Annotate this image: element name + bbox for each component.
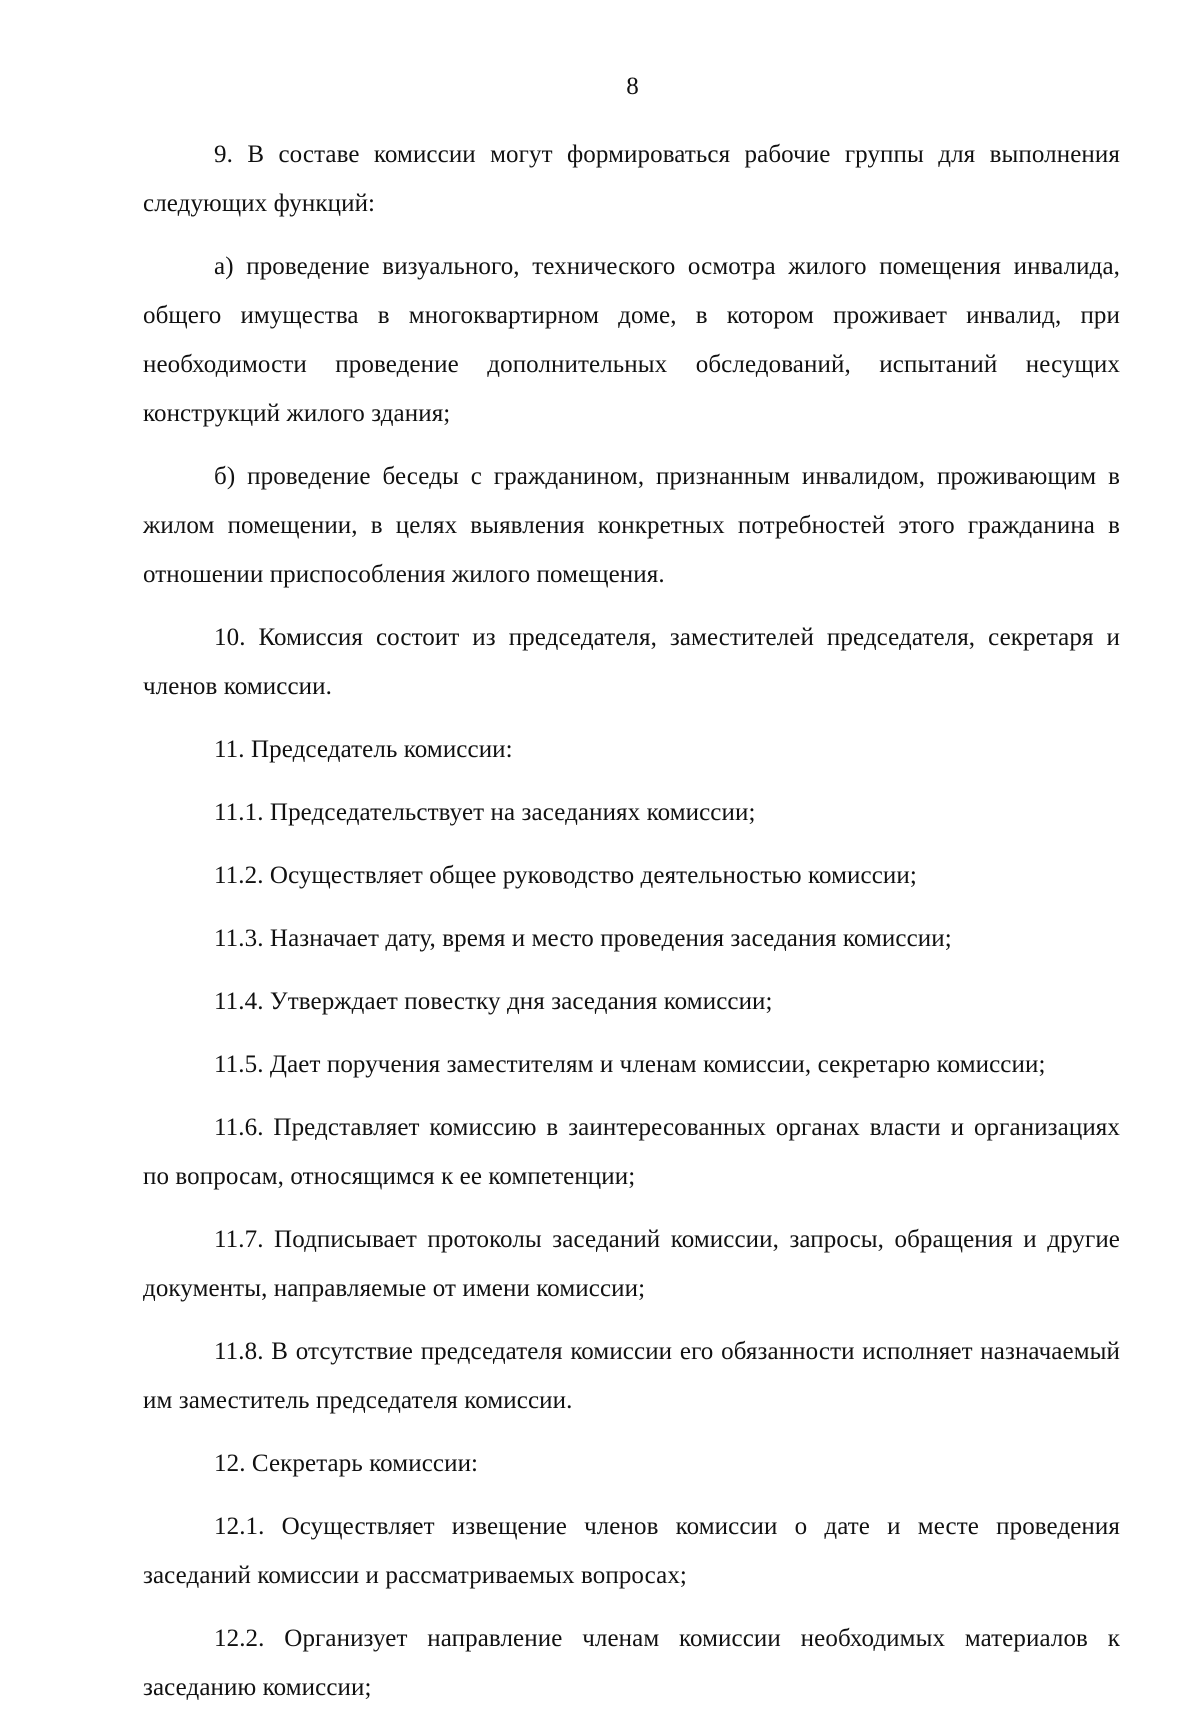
paragraph-12-2: 12.2. Организует направление членам комиссии необходимых материалов к заседанию комиссии; — [143, 1625, 1120, 1701]
paragraph-11-4: 11.4. Утверждает повестку дня заседания комиссии; — [214, 988, 773, 1015]
paragraph-11-7: 11.7. Подписывает протоколы заседаний комиссии, запросы, обращения и другие документы, направляемые от имени комиссии; — [143, 1226, 1120, 1302]
paragraph-9: 9. В составе комиссии могут формироваться рабочие группы для выполнения следующих функций: — [143, 141, 1120, 217]
paragraph-11-3: 11.3. Назначает дату, время и место проведения заседания комиссии; — [214, 925, 952, 952]
paragraph-12: 12. Секретарь комиссии: — [214, 1450, 479, 1477]
paragraph-11-6: 11.6. Представляет комиссию в заинтересованных органах власти и организациях по вопросам, относящимся к ее компетенции; — [143, 1114, 1120, 1190]
paragraph-11-2: 11.2. Осуществляет общее руководство деятельностью комиссии; — [214, 862, 917, 889]
paragraph-11-1: 11.1. Председательствует на заседаниях комиссии; — [214, 799, 756, 826]
paragraph-12-1: 12.1. Осуществляет извещение членов комиссии о дате и месте проведения заседаний комиссии и рассматриваемых вопросах; — [143, 1513, 1120, 1589]
paragraph-11-5: 11.5. Дает поручения заместителям и членам комиссии, секретарю комиссии; — [214, 1051, 1046, 1078]
paragraph-10: 10. Комиссия состоит из председателя, заместителей председателя, секретаря и членов комиссии. — [143, 624, 1120, 700]
page-number: 8 — [626, 73, 639, 100]
document-body — [143, 130, 1120, 1726]
paragraph-9b: б) проведение беседы с гражданином, признанным инвалидом, проживающим в жилом помещении, в целях выявления конкретных потребностей этого гражданина в отношении приспособления жилого помещения. — [143, 463, 1120, 588]
paragraph-9a: а) проведение визуального, технического осмотра жилого помещения инвалида, общего имущества в многоквартирном доме, в котором проживает инвалид, при необходимости проведение дополнительных обследований, испытаний несущих конструкций жилого здания; — [143, 253, 1120, 427]
paragraph-11-8: 11.8. В отсутствие председателя комиссии его обязанности исполняет назначаемый им заместитель председателя комиссии. — [143, 1338, 1120, 1414]
paragraph-11: 11. Председатель комиссии: — [214, 736, 513, 763]
